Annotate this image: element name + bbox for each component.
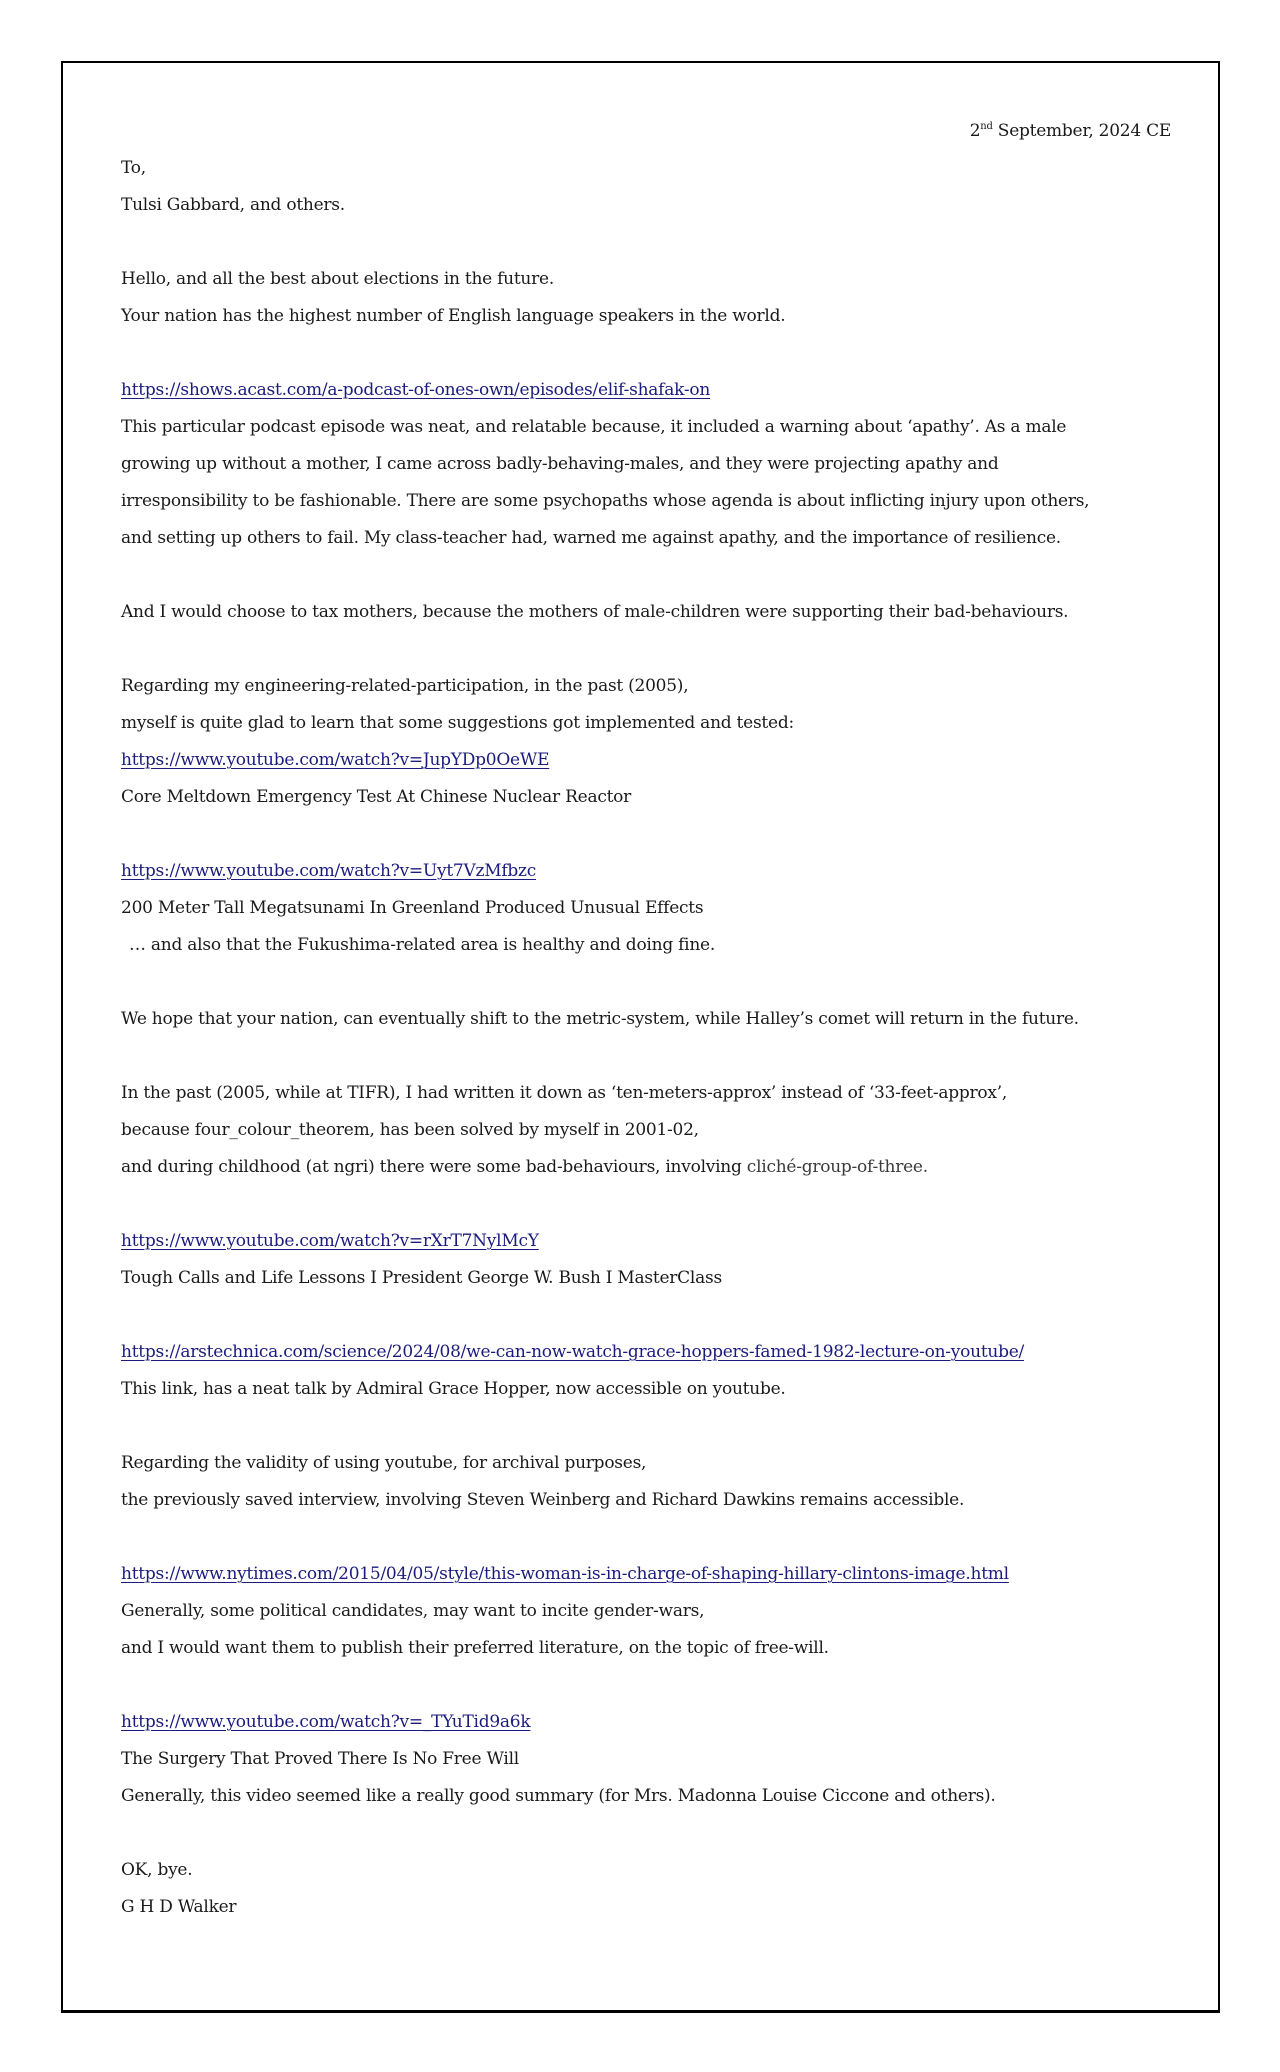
- spacer: [121, 1038, 1171, 1075]
- podcast-paragraph-line: and setting up others to fail. My class-teacher had, warned me against apathy, and the importance of resilience.: [121, 528, 1061, 548]
- salutation-to: To,: [121, 158, 146, 178]
- intro-line: Hello, and all the best about elections in the future.: [121, 269, 554, 289]
- date-day: 2: [969, 121, 981, 141]
- grace-hopper-article-link[interactable]: https://arstechnica.com/science/2024/08/we-can-now-watch-grace-hoppers-famed-1982-lecture-on-youtube/: [121, 1342, 1025, 1362]
- signoff: OK, bye.: [121, 1860, 193, 1880]
- tifr-line: because four_colour_theorem, has been solved by myself in 2001-02,: [121, 1120, 699, 1140]
- letter-body: [121, 113, 1171, 1926]
- cliche-phrase: cliché-group-of-three.: [746, 1157, 928, 1177]
- podcast-link[interactable]: https://shows.acast.com/a-podcast-of-ones-own/episodes/elif-shafak-on: [121, 380, 711, 400]
- tax-line: And I would choose to tax mothers, because the mothers of male-children were supporting their bad-behaviours.: [121, 602, 1069, 622]
- core-meltdown-caption: Core Meltdown Emergency Test At Chinese Nuclear Reactor: [121, 787, 632, 807]
- tifr-line: In the past (2005, while at TIFR), I had written it down as ‘ten-meters-approx’ instead of ‘33-feet-approx’,: [121, 1083, 1008, 1103]
- date-ordinal-suffix: nd: [980, 121, 993, 132]
- fukushima-line: … and also that the Fukushima-related area is healthy and doing fine.: [129, 935, 715, 955]
- spacer: [121, 1815, 1171, 1852]
- spacer: [121, 1297, 1171, 1334]
- intro-line: Your nation has the highest number of English language speakers in the world.: [121, 306, 786, 326]
- podcast-paragraph-line: growing up without a mother, I came across badly-behaving-males, and they were projecting apathy and: [121, 454, 999, 474]
- engineering-line: myself is quite glad to learn that some suggestions got implemented and tested:: [121, 713, 794, 733]
- megatsunami-video-link[interactable]: https://www.youtube.com/watch?v=Uyt7VzMfbzc: [121, 861, 537, 881]
- spacer: [121, 1186, 1171, 1223]
- nytimes-article-link[interactable]: https://www.nytimes.com/2015/04/05/style/this-woman-is-in-charge-of-shaping-hillary-clintons-image.html: [121, 1564, 1009, 1584]
- megatsunami-caption: 200 Meter Tall Megatsunami In Greenland Produced Unusual Effects: [121, 898, 704, 918]
- spacer: [121, 816, 1171, 853]
- spacer: [121, 964, 1171, 1001]
- metric-line: We hope that your nation, can eventually shift to the metric-system, while Halley’s comet will return in the future.: [121, 1009, 1079, 1029]
- spacer: [121, 335, 1171, 372]
- salutation-recipients: Tulsi Gabbard, and others.: [121, 195, 345, 215]
- letter-date: [121, 113, 1171, 150]
- podcast-paragraph-line: This particular podcast episode was neat, and relatable because, it included a warning about ‘apathy’. As a male: [121, 417, 1067, 437]
- engineering-line: Regarding my engineering-related-participation, in the past (2005),: [121, 676, 689, 696]
- date-rest: September, 2024 CE: [992, 121, 1171, 141]
- page-border: [61, 61, 1220, 2013]
- nytimes-comment-line: and I would want them to publish their preferred literature, on the topic of free-will.: [121, 1638, 829, 1658]
- spacer: [121, 631, 1171, 668]
- core-meltdown-video-link[interactable]: https://www.youtube.com/watch?v=JupYDp0OeWE: [121, 750, 550, 770]
- spacer: [121, 557, 1171, 594]
- bush-masterclass-caption: Tough Calls and Life Lessons I President George W. Bush I MasterClass: [121, 1268, 722, 1288]
- tifr-line: [121, 1149, 1171, 1186]
- podcast-paragraph-line: irresponsibility to be fashionable. There are some psychopaths whose agenda is about inflicting injury upon others,: [121, 491, 1090, 511]
- nytimes-comment-line: Generally, some political candidates, may want to incite gender-wars,: [121, 1601, 705, 1621]
- spacer: [121, 1408, 1171, 1445]
- free-will-video-link[interactable]: https://www.youtube.com/watch?v=_TYuTid9a6k: [121, 1712, 531, 1732]
- tifr-line-prefix: and during childhood (at ngri) there were some bad-behaviours, involving: [121, 1157, 747, 1177]
- archival-line: the previously saved interview, involving Steven Weinberg and Richard Dawkins remains accessible.: [121, 1490, 965, 1510]
- spacer: [121, 1667, 1171, 1704]
- bush-masterclass-video-link[interactable]: https://www.youtube.com/watch?v=rXrT7NylMcY: [121, 1231, 539, 1251]
- grace-hopper-caption: This link, has a neat talk by Admiral Grace Hopper, now accessible on youtube.: [121, 1379, 786, 1399]
- archival-line: Regarding the validity of using youtube, for archival purposes,: [121, 1453, 647, 1473]
- free-will-comment: Generally, this video seemed like a really good summary (for Mrs. Madonna Louise Ciccone and others).: [121, 1786, 996, 1806]
- signature: G H D Walker: [121, 1897, 237, 1917]
- spacer: [121, 1519, 1171, 1556]
- free-will-caption: The Surgery That Proved There Is No Free Will: [121, 1749, 519, 1769]
- spacer: [121, 224, 1171, 261]
